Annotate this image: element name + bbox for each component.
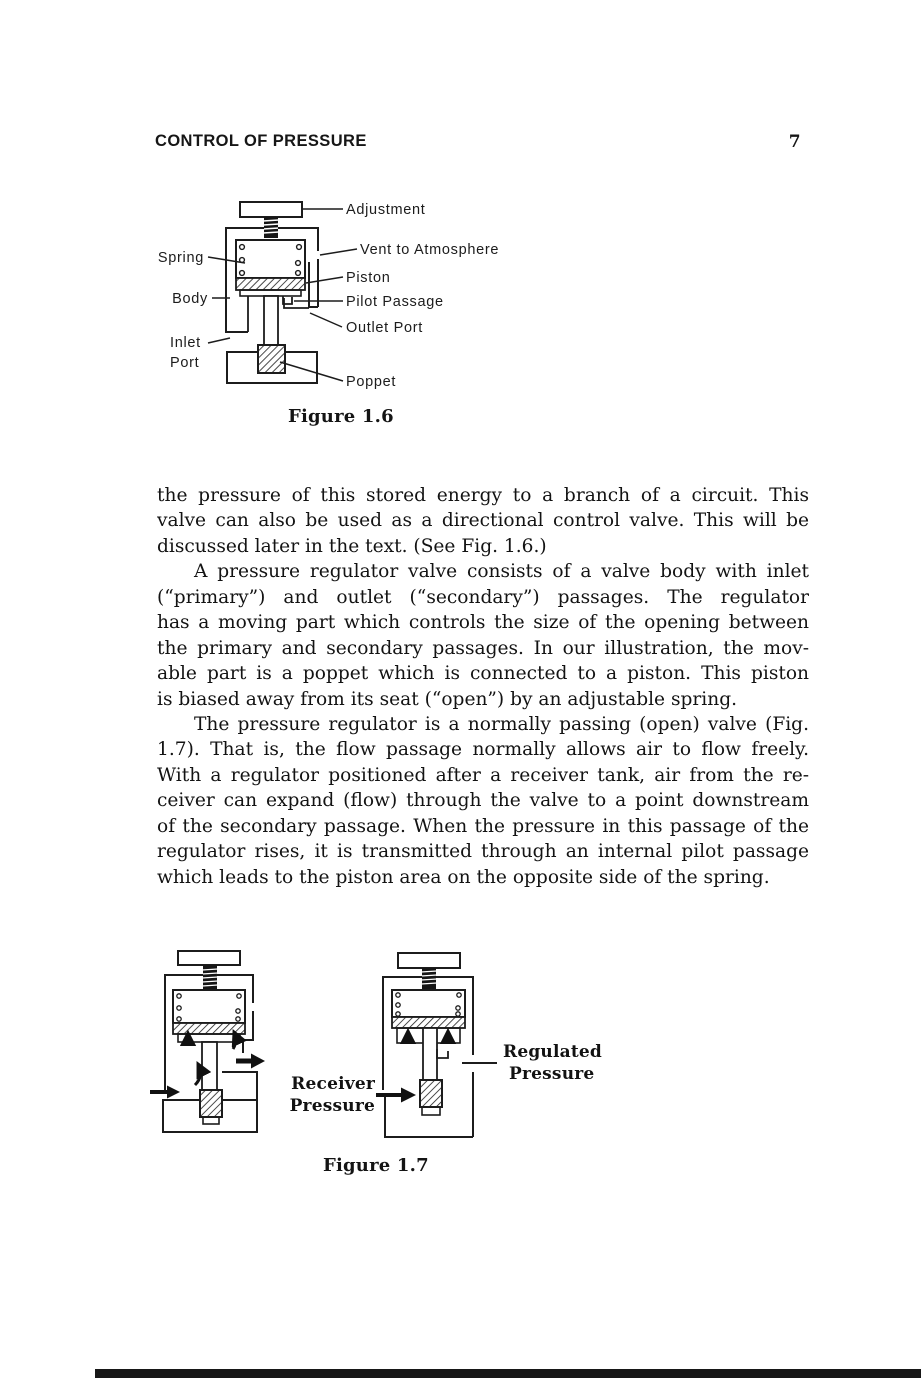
text-line: of the secondary passage. When the pressure in this passage of the bbox=[157, 815, 809, 837]
figure-1-7-regulator-flow-diagram bbox=[145, 945, 615, 1145]
text-line: 1.7). That is, the flow passage normally allows air to flow freely. bbox=[157, 739, 809, 761]
figure-1-6-caption: Figure 1.6 bbox=[288, 406, 394, 427]
label-receiver-pressure-2: Pressure bbox=[289, 1096, 375, 1116]
figure-1-7-caption: Figure 1.7 bbox=[323, 1155, 429, 1176]
text-line: valve can also be used as a directional control valve. This will be bbox=[157, 510, 809, 532]
scan-edge-artifact bbox=[95, 1369, 921, 1378]
label-inlet-2: Port bbox=[170, 355, 200, 371]
label-regulated-pressure-2: Pressure bbox=[509, 1064, 595, 1084]
label-adjustment: Adjustment bbox=[346, 202, 426, 218]
text-line: able part is a poppet which is connected to a piston. This piston bbox=[157, 663, 809, 685]
running-head-title: CONTROL OF PRESSURE bbox=[155, 132, 367, 150]
text-line: ceiver can expand (flow) through the valve to a point downstream bbox=[157, 790, 809, 812]
label-piston: Piston bbox=[346, 270, 391, 286]
left-valve-open-flow bbox=[150, 951, 265, 1132]
label-poppet: Poppet bbox=[346, 374, 397, 390]
text-line: A pressure regulator valve consists of a valve body with inlet bbox=[194, 561, 809, 583]
label-spring: Spring bbox=[157, 250, 204, 266]
text-line: the pressure of this stored energy to a branch of a circuit. This bbox=[157, 485, 809, 506]
text-line: is biased away from its seat (“open”) by an adjustable spring. bbox=[157, 688, 738, 710]
page-header bbox=[155, 132, 807, 154]
text-line: regulator rises, it is transmitted through an internal pilot passage bbox=[157, 841, 809, 863]
figure-1-6-regulator-diagram bbox=[138, 195, 568, 410]
label-regulated-pressure-1: Regulated bbox=[503, 1042, 603, 1062]
label-receiver-pressure-1: Receiver bbox=[291, 1074, 375, 1094]
text-line: has a moving part which controls the size of the opening between bbox=[157, 612, 809, 634]
page-number: 7 bbox=[788, 132, 801, 152]
text-line: (“primary”) and outlet (“secondary”) passages. The regulator bbox=[157, 586, 809, 608]
piston-shape bbox=[236, 278, 305, 290]
right-valve-regulating bbox=[376, 953, 497, 1137]
valve-stem bbox=[264, 296, 278, 349]
text-line: discussed later in the text. (See Fig. 1.6.) bbox=[157, 535, 547, 557]
label-outlet-port: Outlet Port bbox=[346, 320, 424, 336]
text-line: With a regulator positioned after a receiver tank, air from the re- bbox=[157, 764, 809, 786]
poppet-shape bbox=[258, 345, 285, 373]
body-text-block bbox=[157, 483, 809, 890]
spring-chamber bbox=[236, 240, 305, 278]
label-pilot-passage: Pilot Passage bbox=[346, 294, 444, 310]
label-body: Body bbox=[172, 291, 208, 307]
text-line: which leads to the piston area on the opposite side of the spring. bbox=[157, 866, 770, 888]
label-inlet-1: Inlet bbox=[170, 335, 201, 351]
text-line: the primary and secondary passages. In our illustration, the mov- bbox=[157, 637, 809, 659]
adjustment-knob bbox=[240, 202, 302, 217]
label-vent: Vent to Atmosphere bbox=[360, 242, 500, 258]
text-line: The pressure regulator is a normally passing (open) valve (Fig. bbox=[194, 713, 809, 735]
